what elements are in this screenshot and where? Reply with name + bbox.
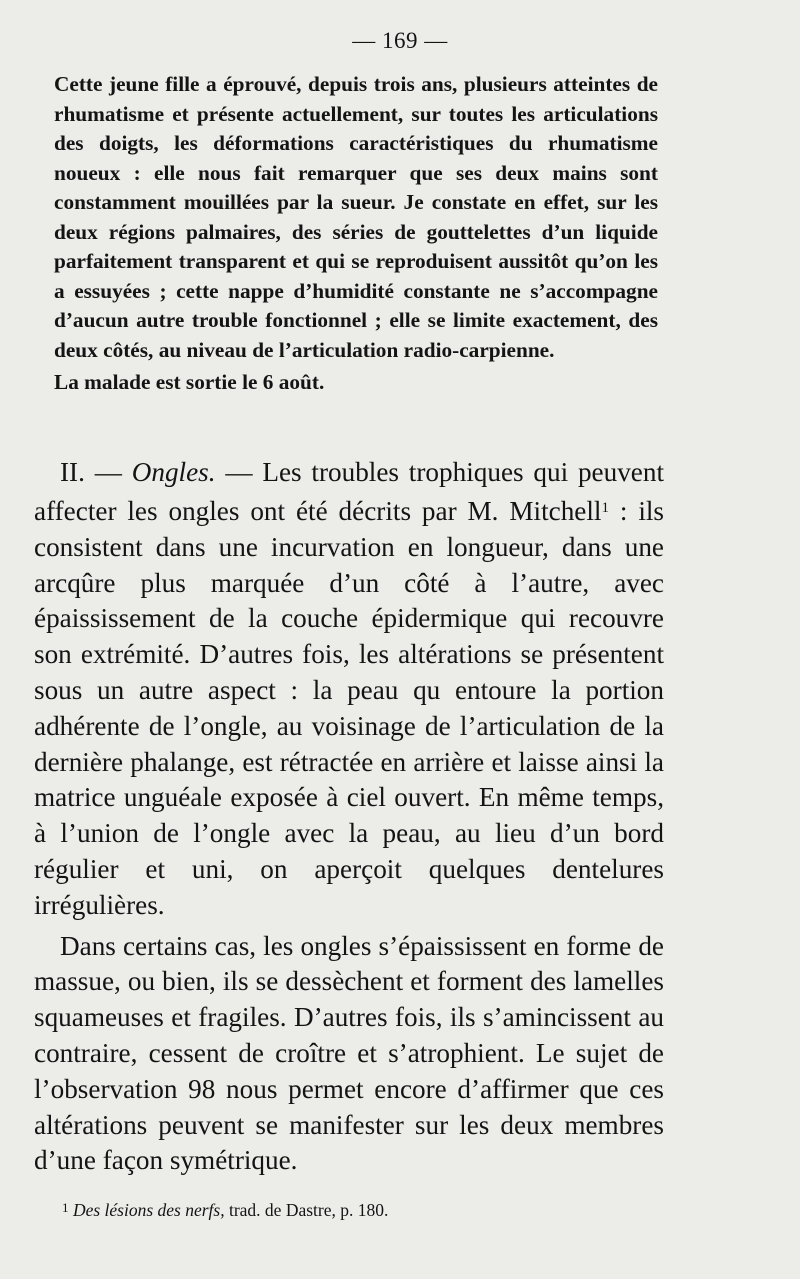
- footnote-rest: trad. de Dastre, p. 180.: [224, 1199, 389, 1220]
- second-paragraph: Dans certains cas, les ongles s’épaississent en forme de massue, ou bien, ils se dessèchent et forment des lamelles squameuses et fragiles. D’autres fois, ils s’amincissent au contraire, cessent de croître et s’atrophient. Le sujet de l’observation 98 nous permet encore d’affirmer que ces altérations peuvent se manifester sur les deux membres d’une façon symétrique.: [34, 930, 664, 1176]
- discharge-note: La malade est sortie le 6 août.: [54, 370, 325, 394]
- footnote-marker: 1: [62, 1200, 69, 1215]
- main-text: [34, 455, 664, 1179]
- section-intro: — Les troubles trophiques qui peuvent affecter les ongles ont été décrits par M. Mitchell: [34, 457, 665, 527]
- footnote: [62, 1197, 682, 1221]
- section-paragraph: [34, 455, 664, 924]
- observation-text: [54, 70, 658, 398]
- section-paragraph-rest: : ils consistent dans une incurvation en longueur, dans une arcqûre plus marquée d’un côté à l’autre, avec épaississement de la couche épidermique qui recouvre son extrémité. D’autres fois, les altérations se présentent sous un autre aspect : la peau qu entoure la portion adhérente de l’ongle, au voisinage de l’articulation de la dernière phalange, est rétractée en arrière et laisse ainsi la matrice unguéale exposée à ciel ouvert. En même temps, à l’union de l’ongle avec la peau, au lieu d’un bord régulier et uni, on aperçoit quelques dentelures irrégulières.: [34, 496, 665, 920]
- footnote-title: Des lésions des nerfs,: [72, 1199, 225, 1220]
- section-title: Ongles.: [131, 457, 216, 487]
- page-number: — 169 —: [352, 28, 448, 53]
- observation-paragraph: Cette jeune fille a éprouvé, depuis trois ans, plusieurs atteintes de rhumatisme et présente actuellement, sur toutes les articulations des doigts, les déformations caractéristiques du rhumatisme noueux : elle nous fait remarquer que ses deux mains sont constamment mouillées par la sueur. Je constate en effet, sur les deux régions palmaires, des séries de gouttelettes d’un liquide parfaitement transparent et qui se reproduisent aussitôt qu’on les a essuyées ; cette nappe d’humidité constante ne s’accompagne d’aucun autre trouble fonctionnel ; elle se limite exactement, des deux côtés, au niveau de l’articulation radio-carpienne.: [54, 72, 658, 362]
- section-number: II. —: [60, 457, 122, 487]
- footnote-reference: 1: [601, 499, 609, 516]
